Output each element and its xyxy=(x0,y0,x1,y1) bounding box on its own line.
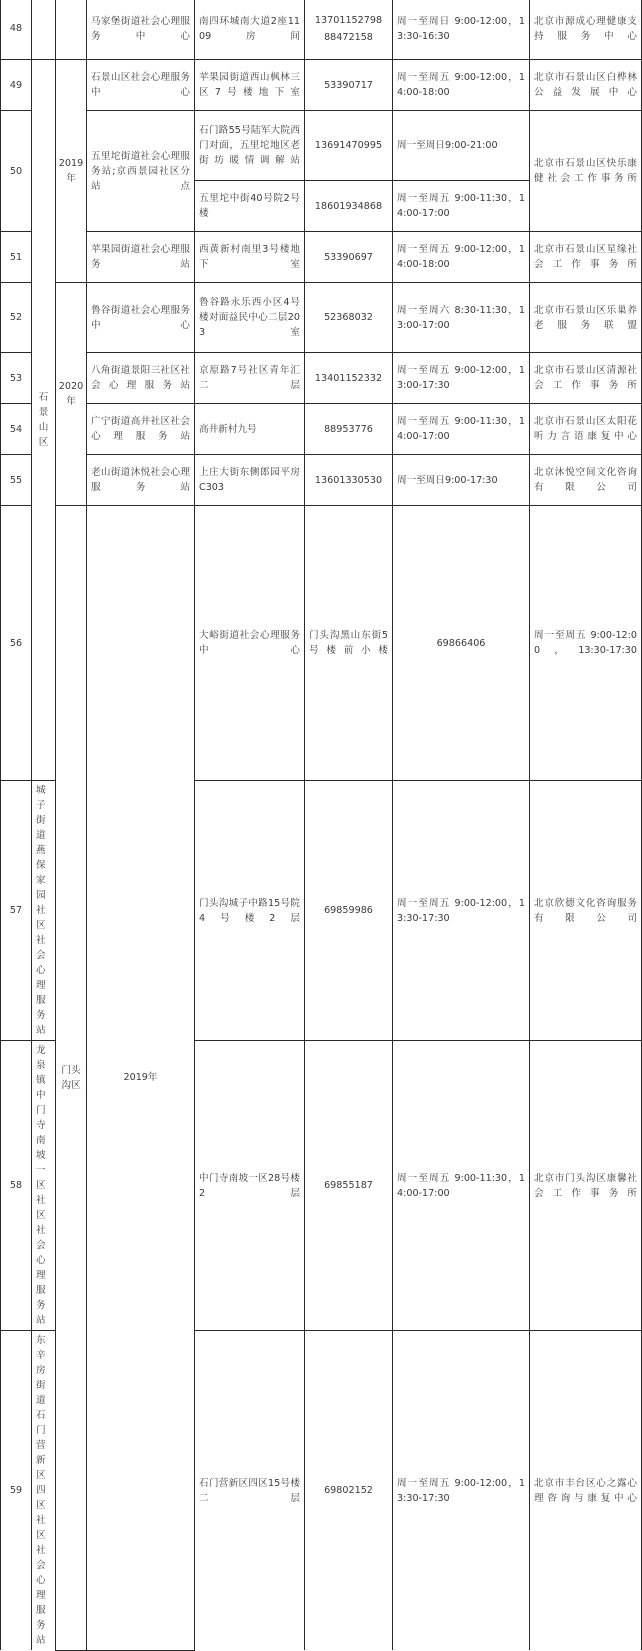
phone-number: 88953776 xyxy=(305,404,393,455)
operating-org: 北京市石景山区白桦林公益发展中心 xyxy=(530,60,642,111)
service-hours: 周一至周五 9:00-11:30，14:00-17:00 xyxy=(393,181,530,232)
row-number: 52 xyxy=(1,283,32,353)
row-number: 49 xyxy=(1,60,32,111)
center-name: 鲁谷街道社会心理服务中心 xyxy=(87,283,195,353)
center-address: 苹果园街道西山枫林三区7号楼地下室 xyxy=(195,60,305,111)
operating-org: 北京欣德文化咨询服务有限公司 xyxy=(530,781,642,1041)
table-row xyxy=(1,506,642,781)
operating-org: 北京市门头沟区康馨社会工作事务所 xyxy=(530,1041,642,1331)
table-row xyxy=(1,455,642,506)
operating-org: 北京市石景山区快乐康健社会工作事务所 xyxy=(530,111,642,232)
center-name: 苹果园街道社会心理服务站 xyxy=(87,232,195,283)
center-address: 鲁谷路永乐西小区4号楼对面益民中心二层203室 xyxy=(195,283,305,353)
table-row xyxy=(1,283,642,353)
operating-org: 北京市石景山区清源社会工作事务所 xyxy=(530,353,642,404)
phone-number: 69859986 xyxy=(305,781,393,1041)
operating-org: 北京市石景山区乐巢养老服务联盟 xyxy=(530,283,642,353)
row-number: 51 xyxy=(1,232,32,283)
operating-org: 北京市丰台区心之露心理咨询与康复中心 xyxy=(530,1331,642,1651)
phone-number: 13401152332 xyxy=(305,353,393,404)
phone-number: 13701152798 xyxy=(314,14,383,26)
year-cell: 2020年 xyxy=(56,283,87,506)
phone-number: 13601330530 xyxy=(305,455,393,506)
operating-org: 北京市石景山区太阳花听力言语康复中心 xyxy=(530,404,642,455)
district-cell xyxy=(32,0,56,60)
row-number: 53 xyxy=(1,353,32,404)
service-hours: 周一至周五 9:00-11:30，14:00-17:00 xyxy=(393,404,530,455)
center-name: 马家堡街道社会心理服务中心 xyxy=(87,0,195,60)
service-hours: 周一至周五 9:00-12:00，14:00-18:00 xyxy=(393,232,530,283)
center-name: 大峪街道社会心理服务中心 xyxy=(195,506,305,781)
row-number: 50 xyxy=(1,111,32,232)
service-hours: 周一至周日 9:00-12:00，13:30-16:30 xyxy=(393,0,530,60)
service-hours: 周一至周五 9:00-12:00，13:30-17:30 xyxy=(530,506,642,781)
center-address: 京原路7号社区青年汇二层 xyxy=(195,353,305,404)
center-name: 广宁街道高井社区社会心理服务站 xyxy=(87,404,195,455)
service-hours: 周一至周五 9:00-12:00，13:30-17:30 xyxy=(393,1331,530,1651)
table-row xyxy=(1,353,642,404)
service-hours: 周一至周六 8:30-11:30，13:00-17:00 xyxy=(393,283,530,353)
service-hours: 周一至周日9:00-17:30 xyxy=(393,455,530,506)
center-name: 五里坨街道社会心理服务站;京西景园社区分站点 xyxy=(87,111,195,232)
phone-number: 13691470995 xyxy=(305,111,393,181)
table-row xyxy=(1,232,642,283)
row-number: 48 xyxy=(1,0,32,60)
row-number: 58 xyxy=(1,1041,32,1331)
center-address: 门头沟城子中路15号院4号楼2层 xyxy=(195,781,305,1041)
phone-number: 52368032 xyxy=(305,283,393,353)
row-number: 59 xyxy=(1,1331,32,1651)
service-hours: 周一至周五 9:00-12:00，14:00-18:00 xyxy=(393,60,530,111)
center-name: 老山街道沐悦社会心理服务站 xyxy=(87,455,195,506)
phone-number: 88472158 xyxy=(324,31,373,43)
phone-number: 53390697 xyxy=(305,232,393,283)
table-row xyxy=(1,404,642,455)
center-address: 门头沟黑山东街5号楼前小楼 xyxy=(305,506,393,781)
year-cell: 2019年 xyxy=(56,60,87,283)
center-address: 石门营新区四区15号楼二层 xyxy=(195,1331,305,1651)
center-address: 西黄新村南里3号楼地下室 xyxy=(195,232,305,283)
service-hours: 周一至周五 9:00-11:30，14:00-17:00 xyxy=(393,1041,530,1331)
year-cell: 2019年 xyxy=(87,506,195,1651)
operating-org: 北京市源成心理健康支持服务中心 xyxy=(530,0,642,60)
phone-cell xyxy=(305,0,393,60)
phone-number: 18601934868 xyxy=(305,181,393,232)
row-number: 55 xyxy=(1,455,32,506)
center-name: 东辛房街道石门营新区四区社区社会心理服务站 xyxy=(32,1331,56,1651)
center-name: 城子街道燕保家园社区社会心理服务站 xyxy=(32,781,56,1041)
row-number: 54 xyxy=(1,404,32,455)
center-address: 五里坨中街40号院2号楼 xyxy=(195,181,305,232)
center-address: 高井新村九号 xyxy=(195,404,305,455)
service-hours: 周一至周日9:00-21:00 xyxy=(393,111,530,181)
center-address: 石门路55号陆军大院西门对面，五里坨地区老街坊暖情调解站 xyxy=(195,111,305,181)
table-row xyxy=(1,0,642,60)
district-cell: 门头沟区 xyxy=(56,506,87,1651)
phone-number: 53390717 xyxy=(305,60,393,111)
table-row xyxy=(1,60,642,111)
phone-number: 69866406 xyxy=(393,506,530,781)
operating-org: 北京沐悦空间文化咨询有限公司 xyxy=(530,455,642,506)
center-address: 中门寺南坡一区28号楼2层 xyxy=(195,1041,305,1331)
phone-number: 69855187 xyxy=(305,1041,393,1331)
service-hours: 周一至周五 9:00-12:00，13:00-17:30 xyxy=(393,353,530,404)
center-address: 上庄大街东侧郎园平房C303 xyxy=(195,455,305,506)
center-name: 八角街道景阳三社区社会心理服务站 xyxy=(87,353,195,404)
district-cell: 石景山区 xyxy=(32,60,56,781)
phone-number: 69802152 xyxy=(305,1331,393,1651)
center-address: 南四环城南大道2座1109房间 xyxy=(195,0,305,60)
year-cell xyxy=(56,0,87,60)
service-hours: 周一至周五 9:00-12:00，13:30-17:30 xyxy=(393,781,530,1041)
row-number: 56 xyxy=(1,506,32,781)
center-name: 石景山区社会心理服务中心 xyxy=(87,60,195,111)
table-row xyxy=(1,111,642,181)
operating-org: 北京市石景山区星缘社会工作事务所 xyxy=(530,232,642,283)
center-name: 龙泉镇中门寺南坡一区社区社会心理服务站 xyxy=(32,1041,56,1331)
row-number: 57 xyxy=(1,781,32,1041)
